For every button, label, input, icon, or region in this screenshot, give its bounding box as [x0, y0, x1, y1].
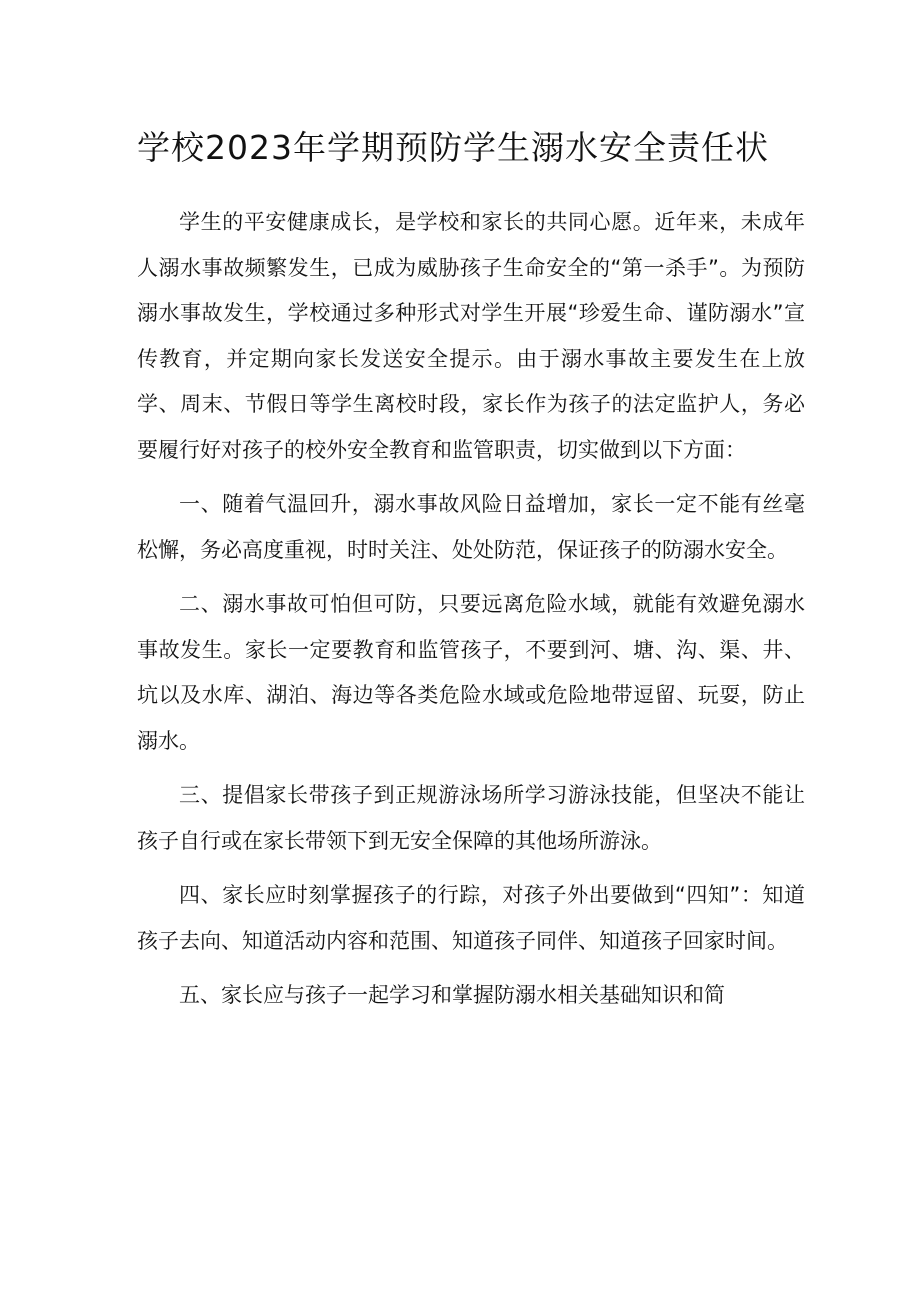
item-3-paragraph: 三、提倡家长带孩子到正规游泳场所学习游泳技能，但坚决不能让孩子自行或在家长带领下到无安全保障的其他场所游泳。	[137, 783, 805, 853]
item-4-paragraph: 四、家长应时刻掌握孩子的行踪，对孩子外出要做到“四知”：知道孩子去向、知道活动内容和范围、知道孩子同伴、知道孩子回家时间。	[137, 883, 805, 953]
item-2-paragraph: 二、溺水事故可怕但可防，只要远离危险水域，就能有效避免溺水事故发生。家长一定要教育和监管孩子，不要到河、塘、沟、渠、井、坑以及水库、湖泊、海边等各类危险水域或危险地带逗留、玩耍，防止溺水。	[137, 592, 805, 753]
document-title: 学校2023年学期预防学生溺水安全责任状	[137, 128, 769, 167]
item-5-paragraph: 五、家长应与孩子一起学习和掌握防溺水相关基础知识和简	[179, 983, 725, 1007]
item-1-paragraph: 一、随着气温回升，溺水事故风险日益增加，家长一定不能有丝毫松懈，务必高度重视，时时关注、处处防范，保证孩子的防溺水安全。	[137, 492, 805, 562]
intro-paragraph: 学生的平安健康成长，是学校和家长的共同心愿。近年来，未成年人溺水事故频繁发生，已成为威胁孩子生命安全的“第一杀手”。为预防溺水事故发生，学校通过多种形式对学生开展“珍爱生命、谨防溺水”宣传教育，并定期向家长发送安全提示。由于溺水事故主要发生在上放学、周末、节假日等学生离校时段，家长作为孩子的法定监护人，务必要履行好对孩子的校外安全教育和监管职责，切实做到以下方面：	[137, 210, 805, 462]
document-body	[137, 200, 805, 1028]
